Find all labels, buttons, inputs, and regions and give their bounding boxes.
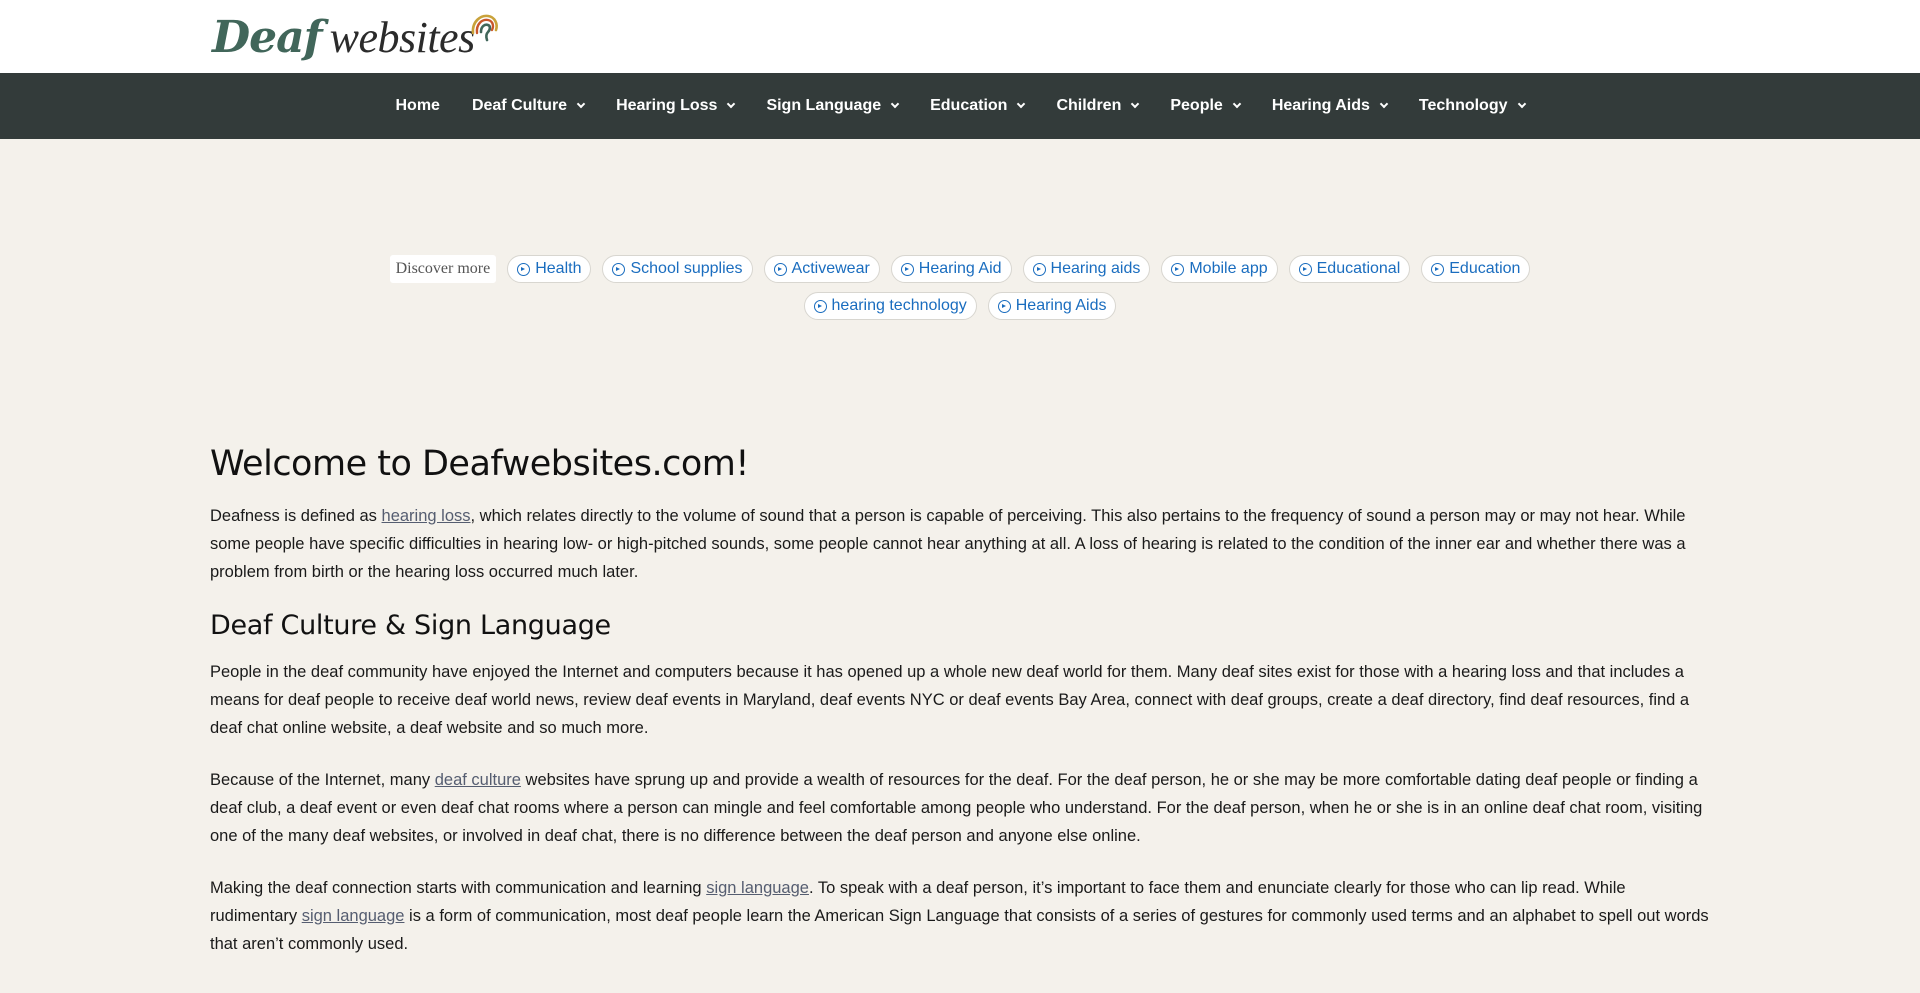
nav-item-technology[interactable] <box>1403 73 1541 139</box>
sign-language-link[interactable]: sign language <box>706 879 809 897</box>
culture-paragraph <box>210 766 1710 850</box>
play-circle-icon <box>774 263 787 276</box>
site-logo[interactable] <box>212 10 499 64</box>
discover-chip[interactable] <box>602 255 752 283</box>
logo-text-deaf: Deaf <box>212 11 322 63</box>
play-circle-icon <box>612 263 625 276</box>
chip-label: Mobile app <box>1189 260 1268 277</box>
discover-more-label: Discover more <box>390 255 497 283</box>
play-circle-icon <box>814 300 827 313</box>
chip-label: Activewear <box>791 260 870 277</box>
section-heading: Deaf Culture & Sign Language <box>210 610 611 641</box>
nav-label: Hearing Aids <box>1271 97 1370 114</box>
nav-label: Home <box>395 97 440 114</box>
chevron-down-icon <box>577 100 585 108</box>
play-circle-icon <box>1033 263 1046 276</box>
discover-row <box>390 255 1531 283</box>
text-segment: websites have sprung up and provide a wealth of resources for the deaf. For the deaf person, he or she may be more comfortable dating deaf people or finding a deaf club, a deaf event or even deaf chat rooms where a person can mingle and feel comfortable among people who understand. For the deaf person, when he or she is in an online deaf chat room, visiting one of the many deaf websites, or involved in deaf chat, there is no difference between the deaf person and anyone else online. <box>210 771 1703 845</box>
discover-chip[interactable] <box>1421 255 1530 283</box>
deaf-culture-link[interactable]: deaf culture <box>434 771 521 789</box>
play-circle-icon <box>901 263 914 276</box>
ear-icon <box>469 13 499 47</box>
discover-chip[interactable] <box>1289 255 1411 283</box>
chip-label: Hearing aids <box>1050 260 1141 277</box>
page-title: Welcome to Deafwebsites.com! <box>210 444 749 484</box>
chip-label: Education <box>1449 260 1521 277</box>
community-paragraph: People in the deaf community have enjoyed the Internet and computers because it has opened up a whole new deaf world for them. Many deaf sites exist for those with a hearing loss and that includes a means for deaf people to receive deaf world news, review deaf events in Maryland, deaf events NYC or deaf events Bay Area, connect with deaf groups, create a deaf directory, find deaf resources, find a deaf chat online website, a deaf website and so much more. <box>210 663 1690 737</box>
discover-chip[interactable] <box>764 255 880 283</box>
chip-label: Educational <box>1316 260 1401 277</box>
sign-language-paragraph <box>210 874 1710 958</box>
sign-language-link-2[interactable]: sign language <box>301 907 405 925</box>
chip-label: Hearing Aids <box>1015 297 1107 314</box>
discover-chip[interactable] <box>1161 255 1277 283</box>
nav-label: Deaf Culture <box>471 97 568 114</box>
discover-more-panel <box>0 255 1920 320</box>
play-circle-icon <box>1299 263 1312 276</box>
intro-paragraph <box>210 502 1710 586</box>
nav-item-people[interactable] <box>1154 73 1255 139</box>
play-circle-icon <box>998 300 1011 313</box>
nav-label: Technology <box>1418 97 1508 114</box>
text-segment: . To speak with a deaf person, it’s important to face them and enunciate clearly for those who can lip read. While rudimentary <box>210 879 1626 925</box>
play-circle-icon <box>1171 263 1184 276</box>
play-circle-icon <box>1431 263 1444 276</box>
text-segment: is a form of communication, most deaf people learn the American Sign Language that consists of a series of gestures for commonly used terms and an alphabet to spell out words that aren’t commonly used. <box>210 907 1709 953</box>
nav-item-home[interactable] <box>380 73 456 139</box>
chevron-down-icon <box>1517 100 1525 108</box>
nav-label: Sign Language <box>766 97 882 114</box>
text-segment: Deafness is defined as <box>210 507 382 525</box>
text-segment: , which relates directly to the volume of sound that a person is capable of perceiving. This also pertains to the frequency of sound a person may or may not hear. While some people have specific difficulties in hearing low- or high-pitched sounds, some people cannot hear anything at all. A loss of hearing is related to the condition of the inner ear and whether there was a problem from birth or the hearing loss occurred much later. <box>210 507 1686 581</box>
chevron-down-icon <box>727 100 735 108</box>
play-circle-icon <box>517 263 530 276</box>
chevron-down-icon <box>1131 100 1139 108</box>
site-header <box>0 0 1920 73</box>
nav-label: Children <box>1056 97 1122 114</box>
nav-item-hearing-loss[interactable] <box>600 73 750 139</box>
discover-chip[interactable] <box>891 255 1012 283</box>
chevron-down-icon <box>1380 100 1388 108</box>
chip-label: hearing technology <box>831 297 967 314</box>
nav-label: Education <box>930 97 1008 114</box>
discover-chip[interactable] <box>507 255 591 283</box>
chip-label: School supplies <box>630 260 743 277</box>
main-content <box>210 444 1710 982</box>
discover-chip[interactable] <box>804 292 977 320</box>
main-nav <box>0 73 1920 139</box>
discover-chip[interactable] <box>988 292 1117 320</box>
nav-item-children[interactable] <box>1040 73 1154 139</box>
text-segment: Because of the Internet, many <box>210 771 435 789</box>
nav-item-education[interactable] <box>914 73 1040 139</box>
text-segment: Making the deaf connection starts with communication and learning <box>210 879 707 897</box>
chevron-down-icon <box>891 100 899 108</box>
chevron-down-icon <box>1017 100 1025 108</box>
discover-chip[interactable] <box>1023 255 1151 283</box>
chip-label: Health <box>535 260 582 277</box>
chip-label: Hearing Aid <box>918 260 1002 277</box>
logo-text-websites: websites <box>329 12 475 62</box>
chevron-down-icon <box>1233 100 1241 108</box>
nav-item-deaf-culture[interactable] <box>456 73 600 139</box>
nav-label: People <box>1170 97 1223 114</box>
discover-row <box>804 292 1117 320</box>
nav-item-sign-language[interactable] <box>750 73 914 139</box>
nav-label: Hearing Loss <box>616 97 718 114</box>
nav-item-hearing-aids[interactable] <box>1256 73 1403 139</box>
hearing-loss-link[interactable]: hearing loss <box>381 507 471 525</box>
